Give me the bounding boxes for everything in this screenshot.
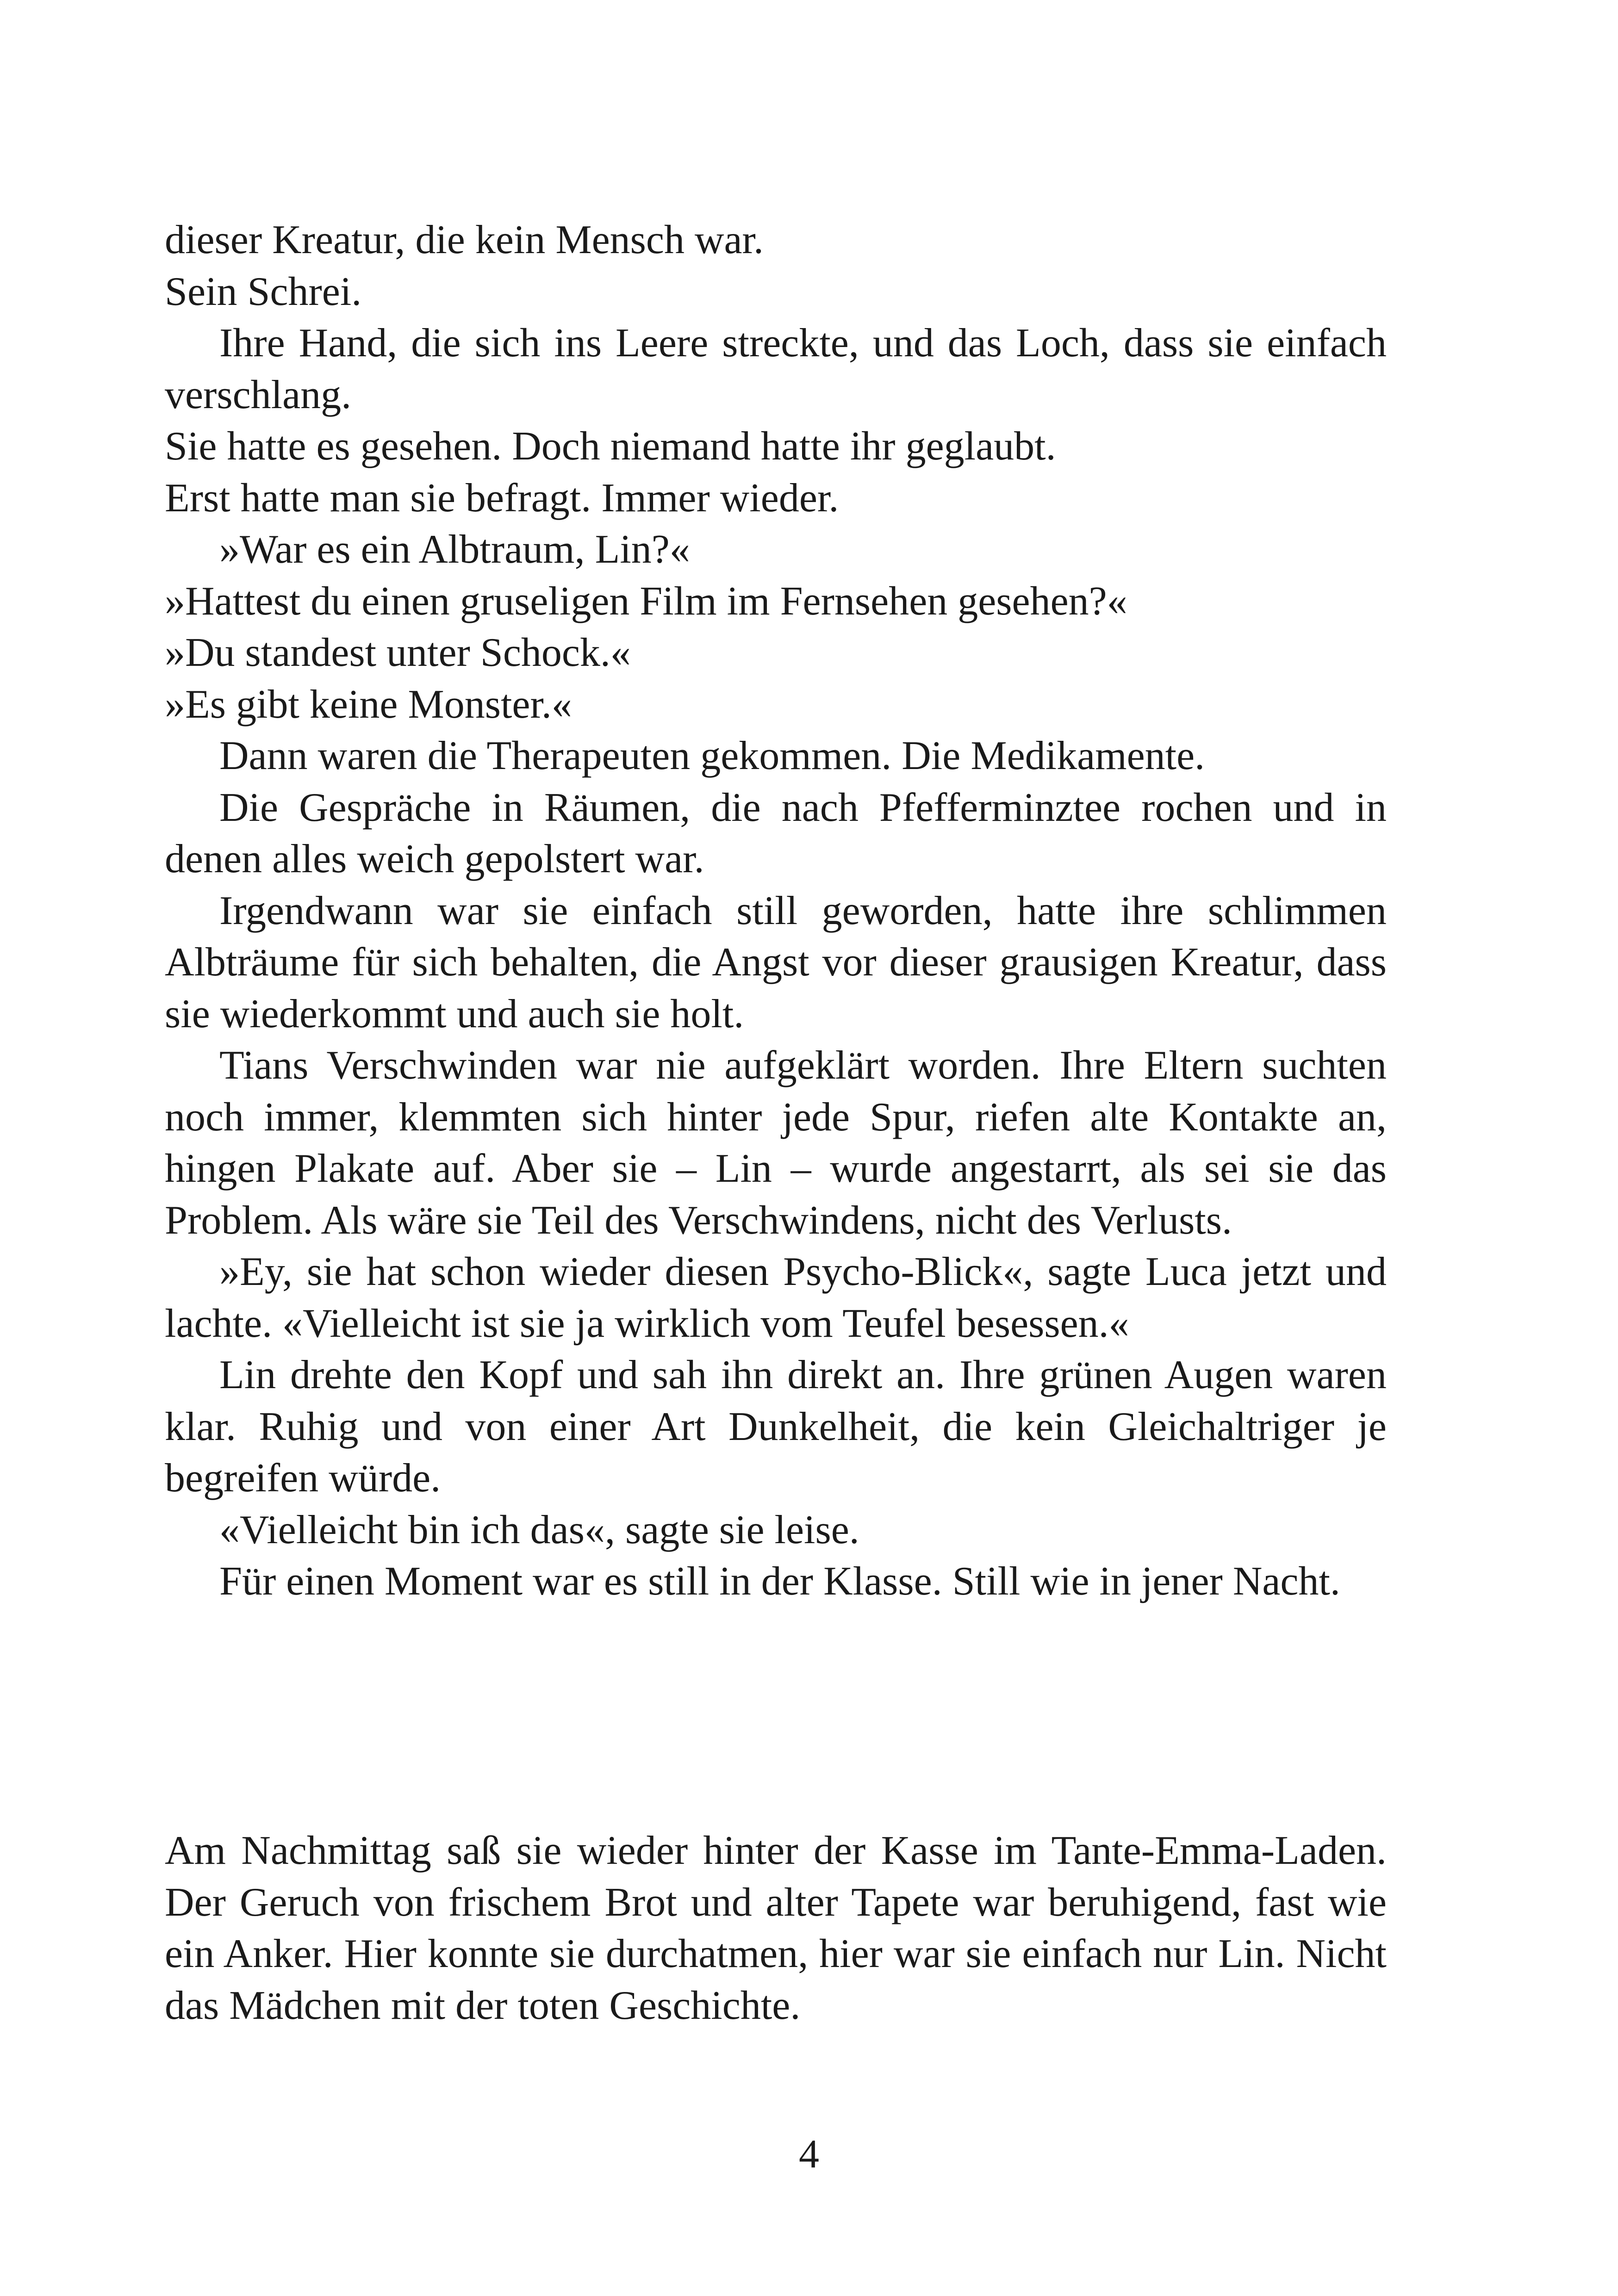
paragraph: »Du standest unter Schock.«: [165, 630, 631, 675]
paragraph: Die Gespräche in Räumen, die nach Pfefferminztee rochen und in denen alles weich gepolstert war.: [165, 785, 1387, 881]
paragraph: Am Nachmittag saß sie wieder hinter der Kasse im Tante-Emma-Laden. Der Geruch von frischem Brot und alter Tapete war beruhigend, fast wie ein Anker. Hier konnte sie durchatmen, hier war sie einfach nur Lin. Nicht das Mädchen mit der toten Geschichte.: [165, 1828, 1387, 2028]
paragraph: Dann waren die Therapeuten gekommen. Die Medikamente.: [219, 733, 1205, 778]
paragraph: »War es ein Albtraum, Lin?«: [219, 527, 690, 572]
paragraph: Für einen Moment war es still in der Klasse. Still wie in jener Nacht.: [219, 1559, 1340, 1604]
paragraph: Ihre Hand, die sich ins Leere streckte, und das Loch, dass sie einfach verschlang.: [165, 321, 1387, 417]
paragraph: »Ey, sie hat schon wieder diesen Psycho-Blick«, sagte Luca jetzt und lachte. «Vielleicht ist sie ja wirklich vom Teufel besessen.«: [165, 1249, 1387, 1346]
paragraph: «Vielleicht bin ich das«, sagte sie leise.: [219, 1507, 859, 1552]
paragraph: »Hattest du einen gruseligen Film im Fernsehen gesehen?«: [165, 578, 1127, 624]
paragraph: Erst hatte man sie befragt. Immer wieder.: [165, 475, 839, 521]
paragraph: Sein Schrei.: [165, 269, 362, 314]
paragraph: Irgendwann war sie einfach still geworden, hatte ihre schlimmen Albträume für sich behalten, die Angst vor dieser grausigen Kreatur, dass sie wiederkommt und auch sie holt.: [165, 888, 1387, 1036]
paragraph: »Es gibt keine Monster.«: [165, 682, 572, 727]
page-number: 4: [799, 2132, 819, 2177]
paragraph: Lin drehte den Kopf und sah ihn direkt an. Ihre grünen Augen waren klar. Ruhig und von einer Art Dunkelheit, die kein Gleichaltriger je begreifen würde.: [165, 1353, 1387, 1501]
paragraph: Sie hatte es gesehen. Doch niemand hatte ihr geglaubt.: [165, 424, 1056, 469]
text-section-1: [165, 214, 1387, 1607]
text-section-2: [165, 1825, 1387, 2031]
paragraph: dieser Kreatur, die kein Mensch war.: [165, 217, 764, 262]
paragraph: Tians Verschwinden war nie aufgeklärt worden. Ihre Eltern suchten noch immer, klemmten sich hinter jede Spur, riefen alte Kontakte an, hingen Plakate auf. Aber sie – Lin – wurde angestarrt, als sei sie das Problem. Als wäre sie Teil des Verschwindens, nicht des Verlusts.: [165, 1043, 1387, 1243]
